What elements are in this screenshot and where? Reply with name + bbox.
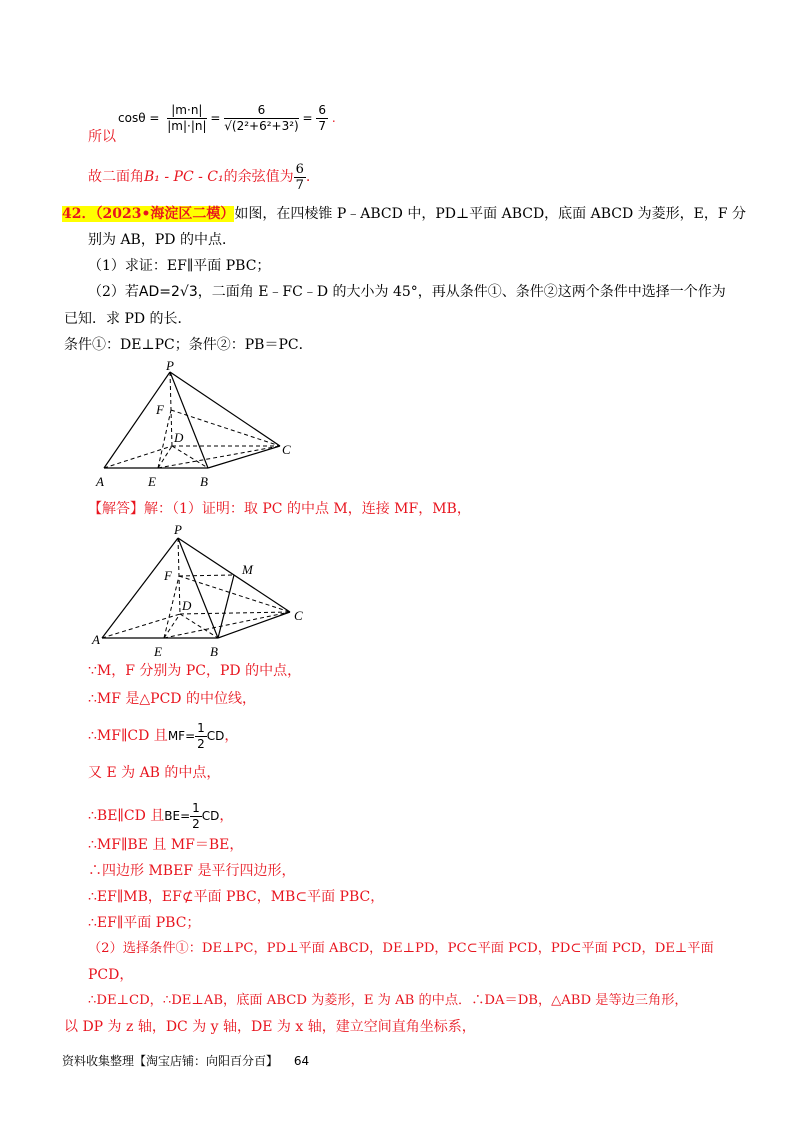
edge-PC [170, 372, 280, 446]
edge-PB [170, 372, 208, 468]
prev-conclusion: 故二面角B₁ - PC - C₁的余弦值为 $\frac{6}{7}$ . [88, 161, 311, 193]
label-F: F [156, 402, 164, 417]
solution-tag: 【解答】 [88, 501, 144, 517]
label-A: A [96, 474, 104, 489]
label-F: F [164, 568, 172, 583]
edge-AD [102, 614, 180, 638]
cos-result-denominator: 7 [318, 119, 327, 133]
label-C: C [282, 442, 291, 457]
edge-ED [158, 446, 172, 468]
edge-ED [164, 614, 180, 638]
cos-formula: cosθ = $\frac{|m\cdot n|}{|m|\cdot|n|}$ = $\frac{6}{\text{√(2²+6²+3²)}}$ = $\frac{6}{7}$ . [118, 103, 336, 133]
page-footer [62, 1052, 309, 1070]
cos-denominator: |m|·|n| [167, 119, 207, 133]
solution-line-10: （2）选择条件①：DE⊥PC，PD⊥平面 ABCD，DE⊥PD，PC⊂平面 PCD，PD⊂平面 PCD，DE⊥平面 [88, 941, 714, 956]
edge-PB [178, 538, 218, 638]
cos-result-numerator: 6 [318, 103, 327, 117]
label-P: P [166, 358, 174, 373]
cos-mid-numerator: 6 [224, 103, 298, 119]
solution-line-1: ∵M，F 分别为 PC，PD 的中点， [88, 663, 302, 679]
label-B: B [200, 474, 208, 489]
solution-line-6: ∴MF∥BE 且 MF＝BE， [88, 837, 244, 853]
solution-line-2: ∴MF 是△PCD 的中位线， [88, 691, 256, 707]
solution-line-12: ∴DE⊥CD，∴DE⊥AB，底面 ABCD 为菱形，E 为 AB 的中点．∴DA＝DB，△ABD 是等边三角形， [88, 993, 688, 1008]
problem-stem-line2: 别为 AB，PD 的中点． [88, 232, 236, 248]
solution-line-13: 以 DP 为 z 轴，DC 为 y 轴，DE 为 x 轴，建立空间直角坐标系， [64, 1019, 476, 1035]
label-M: M [242, 562, 253, 577]
edge-BC [208, 446, 280, 468]
solution-line-8: ∴EF∥MB，EF⊄平面 PBC，MB⊂平面 PBC， [88, 889, 385, 905]
edge-FM [179, 575, 234, 576]
edge-DB [172, 446, 208, 468]
label-C: C [294, 608, 303, 623]
problem-part2-line2: 已知．求 PD 的长． [64, 311, 192, 327]
solution-line-7: ∴四边形 MBEF 是平行四边形， [88, 863, 296, 879]
label-B: B [210, 644, 218, 658]
pyramid-figure-1 [92, 358, 312, 490]
problem-part1: （1）求证：EF∥平面 PBC； [88, 258, 271, 274]
problem-source: （2023•海淀区二模） [95, 206, 235, 222]
edge-PA [102, 538, 178, 638]
problem-part2: （2）若AD=2√3，二面角 E﹣FC﹣D 的大小为 45°，再从条件①、条件②这两个条件中选择一个作为 [88, 284, 726, 300]
problem-number: 42． [62, 206, 96, 222]
footer-text: 资料收集整理【淘宝店铺：向阳百分百】 [62, 1054, 279, 1068]
solution-line-4: 又 E 为 AB 的中点， [88, 765, 221, 781]
label-E: E [154, 644, 162, 658]
problem-stem-line1: 42．（2023•海淀区二模）如图，在四棱锥 P﹣ABCD 中，PD⊥平面 ABCD，底面 ABCD 为菱形，E，F 分 [62, 206, 747, 222]
edge-DB [180, 614, 218, 638]
edge-PA [104, 372, 170, 468]
label-E: E [148, 474, 156, 489]
page-number: 64 [293, 1054, 310, 1068]
solution-line-5: ∴BE∥CD 且BE= $\frac{1}{2}$ CD， [88, 801, 234, 831]
edge-BM [218, 575, 234, 638]
solution-line-3: ∴MF∥CD 且MF= $\frac{1}{2}$ CD， [88, 721, 239, 751]
edge-DC [180, 612, 290, 614]
solution-line-11: PCD， [88, 967, 134, 983]
edge-EF [164, 576, 179, 638]
edge-FC [171, 410, 280, 446]
label-A: A [92, 632, 100, 647]
edge-PD [170, 372, 172, 446]
suoyi-label: 所以 [88, 129, 116, 145]
label-P: P [174, 522, 182, 537]
problem-conditions: 条件①：DE⊥PC；条件②：PB＝PC． [64, 337, 313, 353]
pyramid-figure-2 [88, 518, 318, 658]
solution-line-9: ∴EF∥平面 PBC； [88, 915, 201, 931]
edge-FC [179, 576, 290, 612]
edge-AD [104, 446, 172, 468]
cos-mid-denominator: √(2²+6²+3²) [224, 119, 299, 133]
label-D: D [182, 598, 192, 613]
solution-header: 【解答】解：（1）证明：取 PC 的中点 M，连接 MF，MB， [88, 501, 471, 517]
label-D: D [174, 430, 184, 445]
cos-numerator: |m·n| [167, 103, 206, 119]
edge-EF [158, 410, 171, 468]
ad-expression: AD=2√3 [138, 284, 198, 300]
